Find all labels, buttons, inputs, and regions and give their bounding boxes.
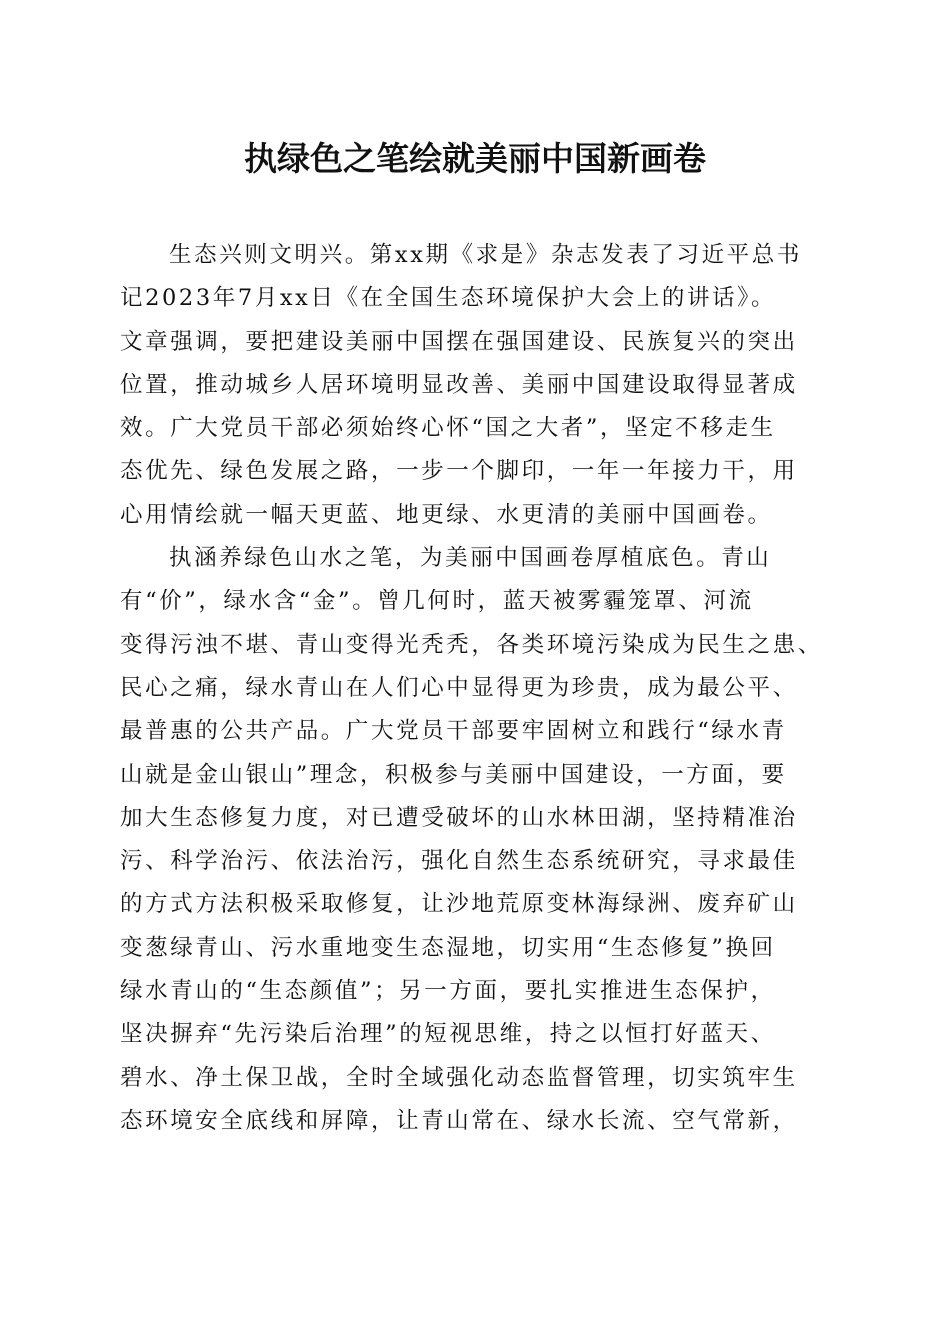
paragraph-line: 民心之痛，绿水青山在人们心中显得更为珍贵，成为最公平、 <box>120 674 798 701</box>
paragraph-line: 有“价”，绿水含“金”。曾几何时，蓝天被雾霾笼罩、河流 <box>120 588 754 615</box>
paragraph-line: 变葱绿青山、污水重地变生态湿地，切实用“生态修复”换回 <box>120 934 776 961</box>
paragraph-line: 的方式方法积极采取修复，让沙地荒原变林海绿洲、废弃矿山 <box>120 891 798 918</box>
paragraph-line: 文章强调，要把建设美丽中国摆在强国建设、民族复兴的突出 <box>120 328 798 355</box>
paragraph-line: 记2023年7月xx日《在全国生态环境保护大会上的讲话》。 <box>120 285 777 312</box>
document-title: 执绿色之笔绘就美丽中国新画卷 <box>244 139 706 178</box>
paragraph-line: 效。广大党员干部必须始终心怀“国之大者”，坚定不移走生 <box>120 415 776 442</box>
paragraph-line: 心用情绘就一幅天更蓝、地更绿、水更清的美丽中国画卷。 <box>120 501 773 528</box>
paragraph-line: 污、科学治污、依法治污，强化自然生态系统研究，寻求最佳 <box>120 848 798 875</box>
paragraph-line: 生态兴则文明兴。第xx期《求是》杂志发表了习近平总书 <box>169 242 802 268</box>
document-body <box>120 234 830 1143</box>
paragraph-line: 执涵养绿色山水之笔，为美丽中国画卷厚植底色。青山 <box>169 545 772 572</box>
paragraph-line: 碧水、净土保卫战，全时全域强化动态监督管理，切实筑牢生 <box>120 1064 798 1091</box>
paragraph-line: 变得污浊不堪、青山变得光秃秃，各类环境污染成为民生之患、 <box>120 631 823 658</box>
paragraph-2 <box>120 537 830 1143</box>
paragraph-line: 位置，推动城乡人居环境明显改善、美丽中国建设取得显著成 <box>120 371 798 398</box>
paragraph-line: 加大生态修复力度，对已遭受破坏的山水林田湖，坚持精准治 <box>120 804 798 831</box>
paragraph-line: 态优先、绿色发展之路，一步一个脚印，一年一年接力干，用 <box>120 458 798 485</box>
paragraph-1 <box>120 234 830 537</box>
paragraph-line: 绿水青山的“生态颜值”；另一方面，要扎实推进生态保护， <box>120 978 776 1005</box>
paragraph-line: 坚决摒弃“先污染后治理”的短视思维，持之以恒打好蓝天、 <box>120 1021 776 1048</box>
paragraph-line: 山就是金山银山”理念，积极参与美丽中国建设，一方面，要 <box>120 761 787 788</box>
paragraph-line: 最普惠的公共产品。广大党员干部要牢固树立和践行“绿水青 <box>120 718 787 745</box>
paragraph-line: 态环境安全底线和屏障，让青山常在、绿水长流、空气常新， <box>120 1107 798 1134</box>
